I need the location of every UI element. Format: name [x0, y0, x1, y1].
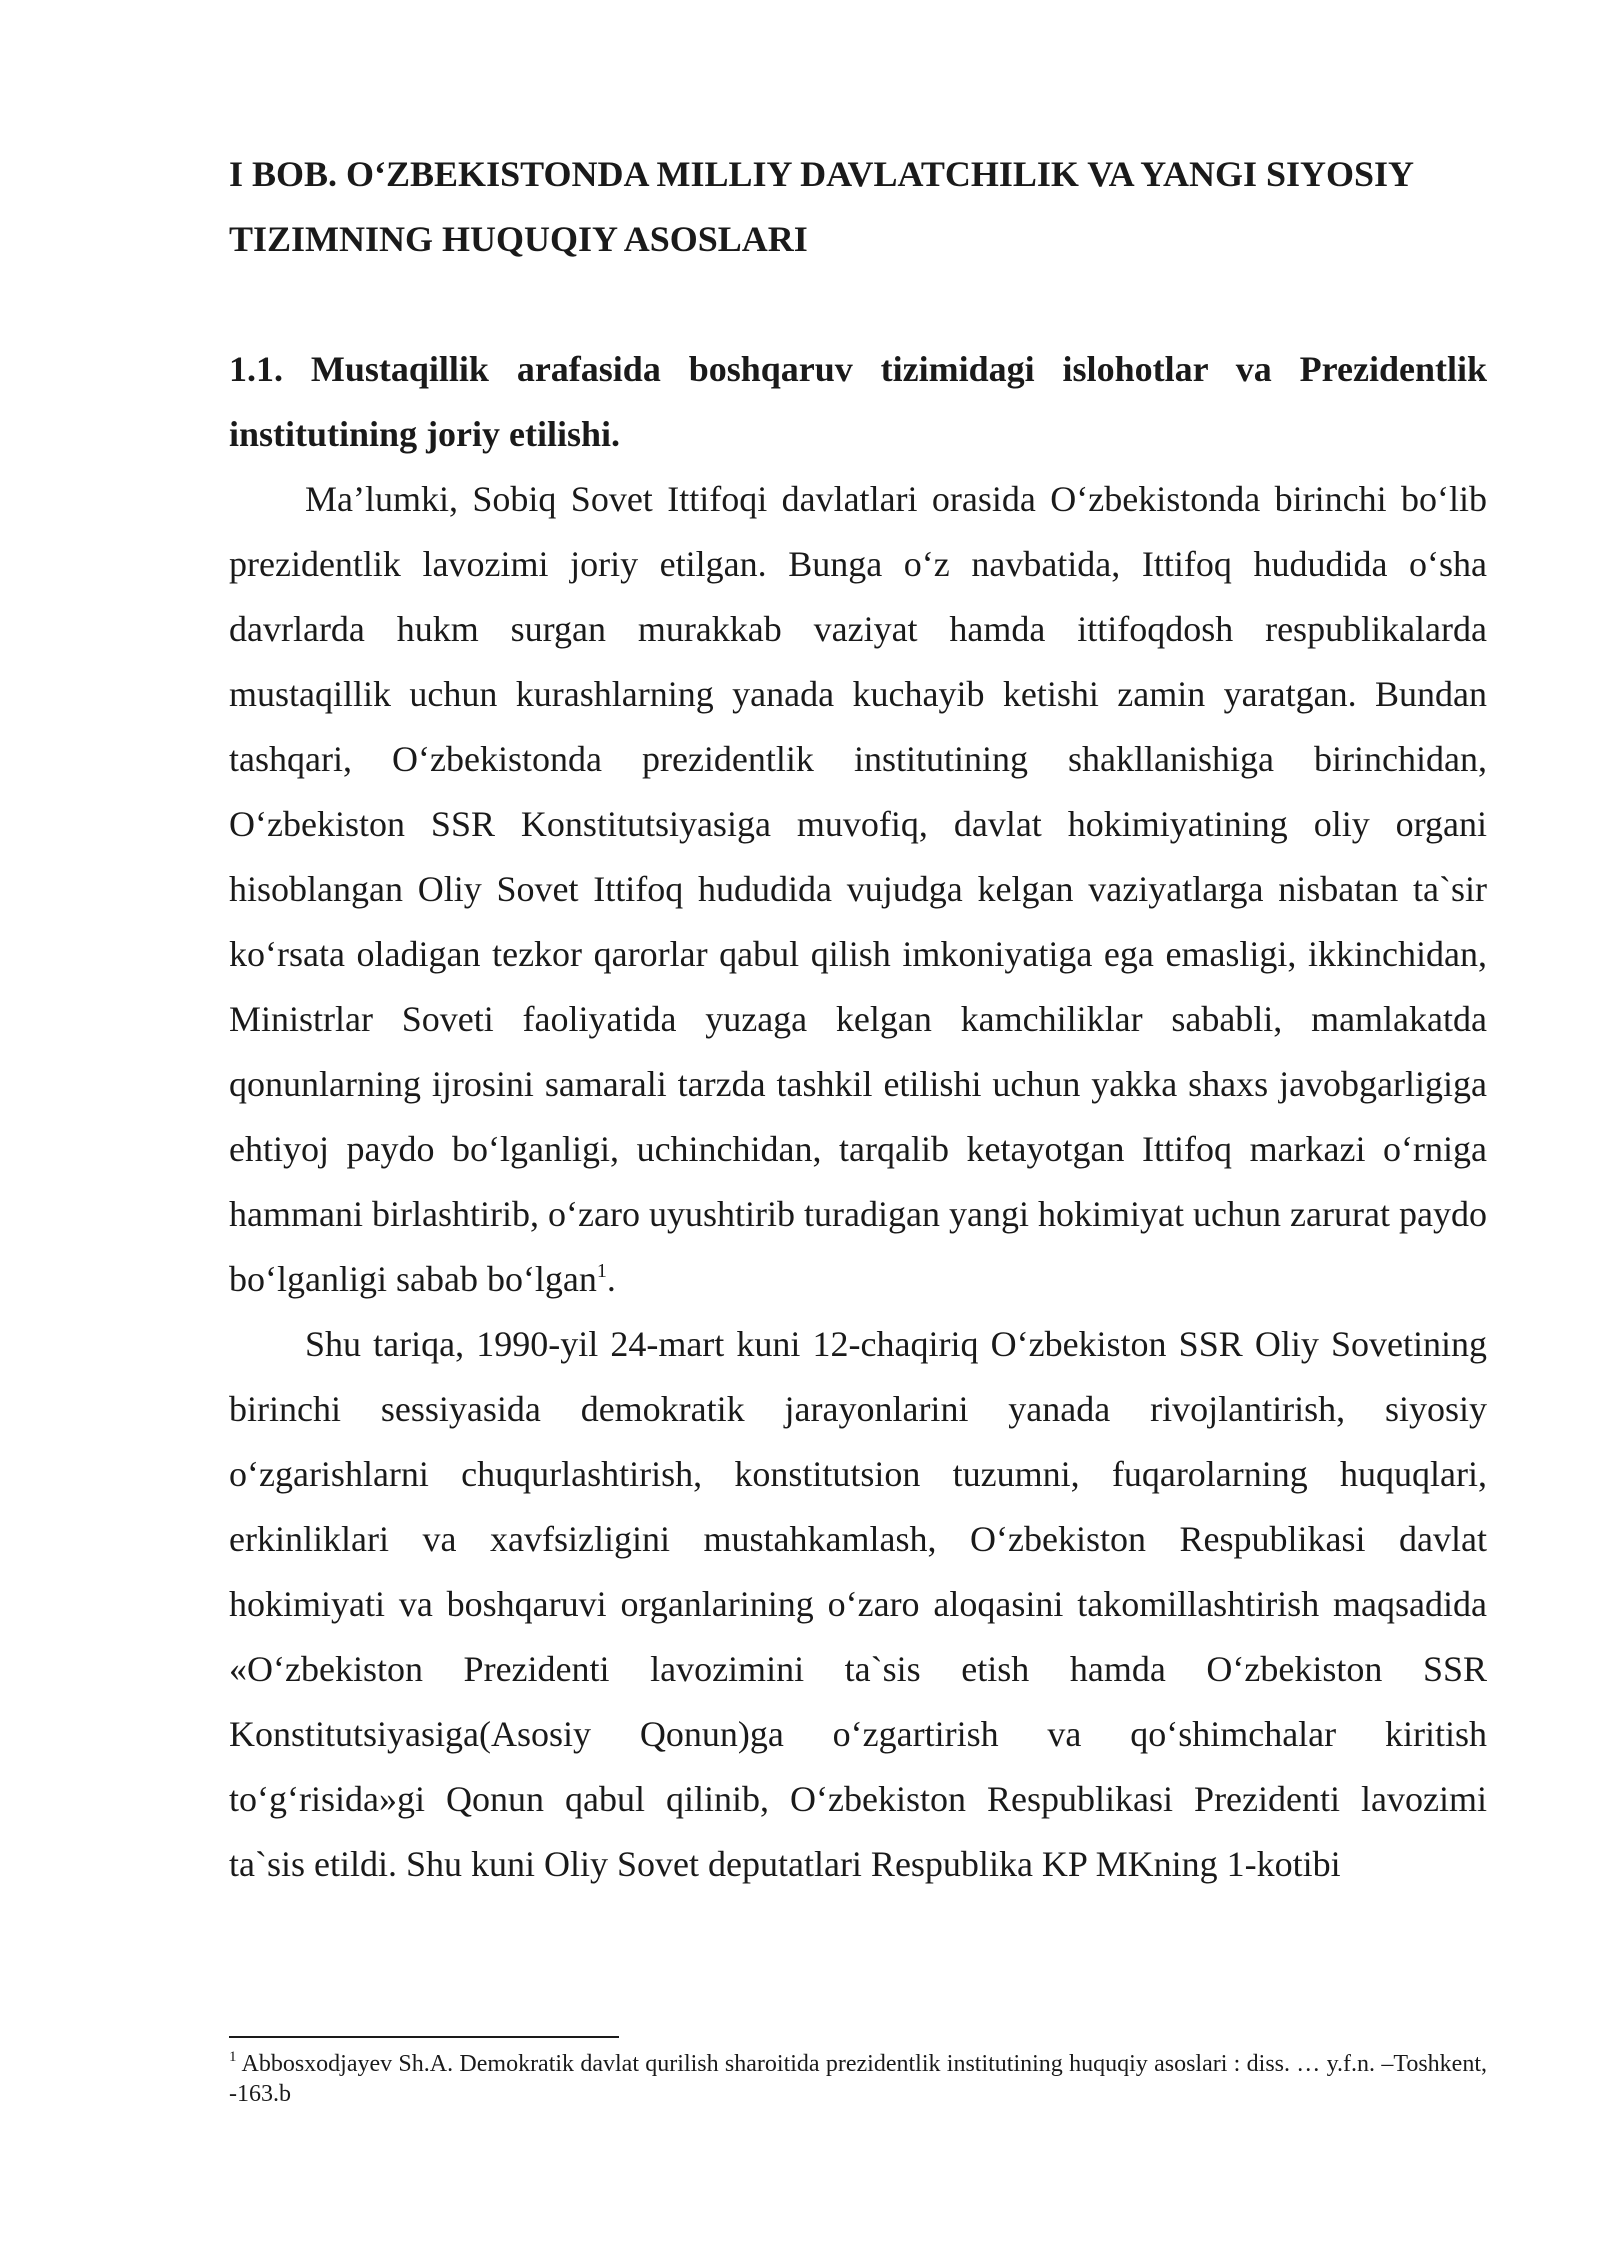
paragraph-1-text: Ma’lumki, Sobiq Sovet Ittifoqi davlatlari orasida O‘zbekistonda birinchi bo‘lib prezidentlik lavozimi joriy etilgan. Bunga o‘z navbatida, Ittifoq hududida o‘sha davrlarda hukm surgan murakkab vaziyat hamda ittifoqdosh respublikalarda mustaqillik uchun kurashlarning yanada kuchayib ketishi zamin yaratgan. Bundan tashqari, O‘zbekistonda prezidentlik institutining shakllanishiga birinchidan, O‘zbekiston SSR Konstitutsiyasiga muvofiq, davlat hokimiyatining oliy organi hisoblangan Oliy Sovet Ittifoq hududida vujudga kelgan vaziyatlarga nisbatan ta`sir ko‘rsata oladigan tezkor qarorlar qabul qilish imkoniyatiga ega emasligi, ikkinchidan, Ministrlar Soveti faoliyatida yuzaga kelgan kamchiliklar sababli, mamlakatda qonunlarning ijrosini samarali tarzda tashkil etilishi uchun yakka shaxs javobgarligiga ehtiyoj paydo bo‘lganligi, uchinchidan, tarqalib ketayotgan Ittifoq markazi o‘rniga hammani birlashtirib, o‘zaro uyushtirib turadigan yangi hokimiyat uchun zarurat paydo bo‘lganligi sabab bo‘lgan: [229, 479, 1487, 1299]
footnote-separator: [229, 2036, 619, 2038]
footnote-text: Abbosxodjayev Sh.A. Demokratik davlat qurilish sharoitida prezidentlik institutining huquqiy asoslari : diss. … y.f.n. –Toshkent, -163.b: [229, 2051, 1487, 2107]
paragraph-2: Shu tariqa, 1990-yil 24-mart kuni 12-chaqiriq O‘zbekiston SSR Oliy Sovetining birinchi sessiyasida demokratik jarayonlarini yanada rivojlantirish, siyosiy o‘zgarishlarni chuqurlashtirish, konstitutsion tuzumni, fuqarolarning huquqlari, erkinliklari va xavfsizligini mustahkamlash, O‘zbekiston Respublikasi davlat hokimiyati va boshqaruvi organlarining o‘zaro aloqasini takomillashtirish maqsadida «O‘zbekiston Prezidenti lavozimini ta`sis etish hamda O‘zbekiston SSR Konstitutsiyasiga(Asosiy Qonun)ga o‘zgartirish va qo‘shimchalar kiritish to‘g‘risida»gi Qonun qabul qilinib, O‘zbekiston Respublikasi Prezidenti lavozimi ta`sis etildi. Shu kuni Oliy Sovet deputatlari Respublika KP MKning 1-kotibi: [229, 1324, 1487, 1884]
paragraph-1-end: .: [606, 1259, 616, 1299]
footnote-reference: 1: [596, 1260, 607, 1282]
paragraph-1: [229, 467, 1487, 1312]
section-title: 1.1. Mustaqillik arafasida boshqaruv tizimidagi islohotlar va Prezidentlik institutining joriy etilishi.: [229, 349, 1487, 454]
footnote: [229, 2049, 1487, 2109]
page-body: [229, 142, 1487, 1897]
footnote-number: 1: [229, 2049, 237, 2065]
chapter-title: I BOB. O‘ZBEKISTONDA MILLIY DAVLATCHILIK VA YANGI SIYOSIY TIZIMNING HUQUQIY ASOSLARI: [229, 154, 1413, 259]
